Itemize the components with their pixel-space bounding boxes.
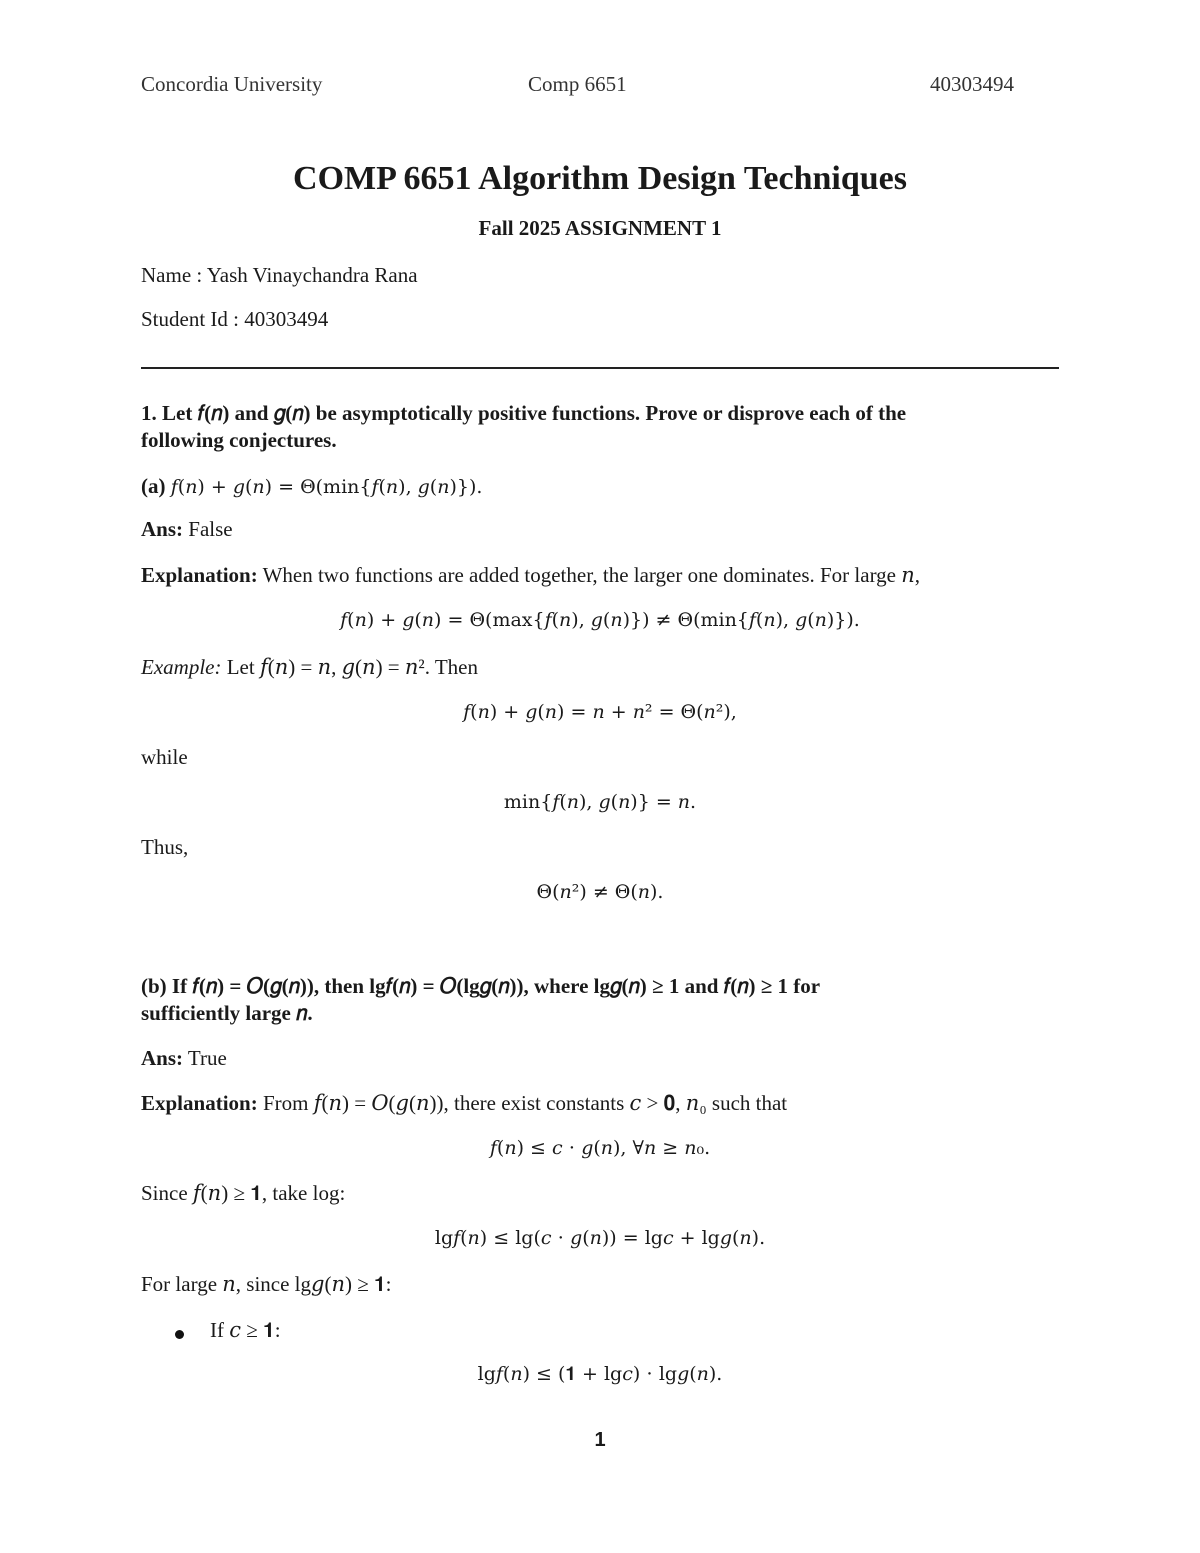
part-a-answer-value: False [188,517,233,541]
question-1-line-1: 1. Let 𝑓(𝑛) and 𝑔(𝑛) be asymptotically positive functions. Prove or disprove each of the [141,401,907,425]
part-b-explanation-label: Explanation: [141,1091,258,1115]
part-a-explanation-label: Explanation: [141,563,258,587]
part-b-bullet-1: If 𝑐 ≥ 𝟏: [210,1318,281,1342]
part-b-line-1: (b) If 𝑓(𝑛) = 𝑂(𝑔(𝑛)), then lg𝑓(𝑛) = 𝑂(lg𝑔(𝑛)), where lg𝑔(𝑛) ≥ 1 and 𝑓(𝑛) ≥ 1 for [141,974,821,998]
part-a-explanation [141,563,920,588]
student-name: Name : Yash Vinaychandra Rana [141,263,418,287]
part-b-answer [141,1046,227,1071]
part-b-equation-3: lg𝑓(𝑛) ≤ (𝟏 + lg𝑐) ⋅ lg𝑔(𝑛). [477,1363,723,1385]
page-number: 1 [594,1429,606,1451]
part-b-answer-value: True [187,1046,227,1070]
part-a-example-text: Let 𝑓(𝑛) = 𝑛, 𝑔(𝑛) = 𝑛². Then [226,655,478,679]
part-a-equation-2: 𝑓(𝑛) + 𝑔(𝑛) = 𝑛 + 𝑛² = Θ(𝑛²), [463,701,737,723]
document-title: COMP 6651 Algorithm Design Techniques [293,160,907,197]
part-a-equation-4: Θ(𝑛²) ≠ Θ(𝑛). [536,881,664,903]
student-id: Student Id : 40303494 [141,307,329,331]
part-b-since: Since 𝑓(𝑛) ≥ 𝟏, take log: [141,1181,346,1205]
part-b-for-large: For large 𝑛, since lg𝑔(𝑛) ≥ 𝟏: [141,1272,392,1296]
part-a-label: (a) [141,474,166,498]
part-b-explanation-text: From 𝑓(𝑛) = 𝑂(𝑔(𝑛)), there exist constants 𝑐 > 𝟎, 𝑛₀ such that [262,1091,788,1115]
part-a-answer [141,517,233,542]
part-b-equation-1: 𝑓(𝑛) ≤ 𝑐 ⋅ 𝑔(𝑛), ∀𝑛 ≥ 𝑛₀. [489,1137,711,1159]
part-b-line-2: sufficiently large 𝑛. [141,1001,313,1025]
document-subtitle: Fall 2025 ASSIGNMENT 1 [478,216,722,240]
part-a-answer-label: Ans: [141,517,184,541]
part-a-while: while [141,745,188,769]
header-university: Concordia University [141,72,323,96]
part-a-equation-3: min{𝑓(𝑛), 𝑔(𝑛)} = 𝑛. [503,791,697,813]
part-a-explanation-text: When two functions are added together, the larger one dominates. For large 𝑛, [262,563,921,587]
part-a-example [141,655,478,680]
header-course: Comp 6651 [528,72,627,96]
part-b-equation-2: lg𝑓(𝑛) ≤ lg(𝑐 ⋅ 𝑔(𝑛)) = lg𝑐 + lg𝑔(𝑛). [434,1227,766,1249]
part-a-example-label: Example: [141,655,222,679]
part-a-statement [141,474,482,499]
section-divider [141,367,1059,369]
part-a-thus: Thus, [141,835,189,859]
part-a-formula: 𝑓(𝑛) + 𝑔(𝑛) = Θ(min{𝑓(𝑛), 𝑔(𝑛)}). [170,476,483,498]
part-a-equation-1: 𝑓(𝑛) + 𝑔(𝑛) = Θ(max{𝑓(𝑛), 𝑔(𝑛)}) ≠ Θ(min{𝑓(𝑛), 𝑔(𝑛)}). [340,609,860,631]
part-b-explanation [141,1091,787,1116]
part-b-answer-label: Ans: [141,1046,184,1070]
header-student-number: 40303494 [930,72,1014,96]
bullet-marker [175,1330,184,1339]
question-1-line-2: following conjectures. [141,428,337,452]
